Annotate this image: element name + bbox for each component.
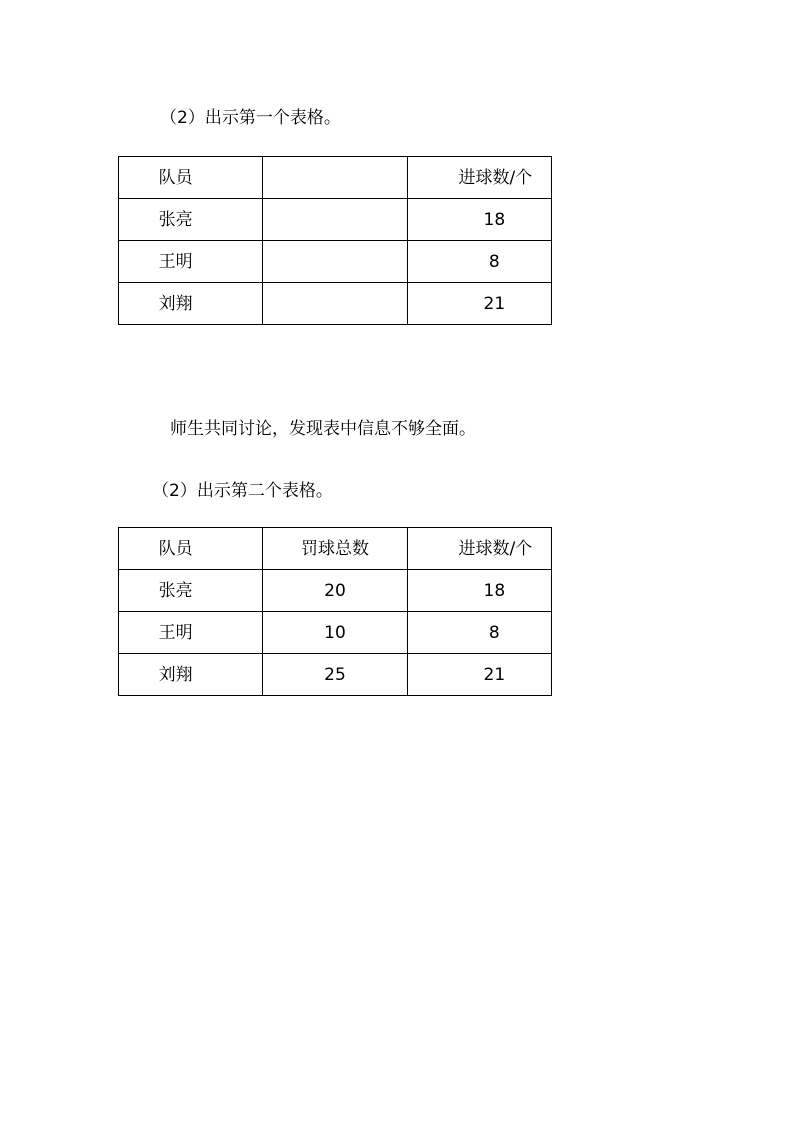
- goals-cell: 18: [407, 199, 551, 241]
- penalty-total-cell: 25: [263, 654, 407, 696]
- player-name-cell: 张亮: [119, 199, 263, 241]
- goals-cell: 21: [407, 654, 551, 696]
- header-player: 队员: [119, 528, 263, 570]
- goals-cell: 8: [407, 241, 551, 283]
- player-name-cell: 王明: [119, 612, 263, 654]
- discussion-paragraph: 师生共同讨论，发现表中信息不够全面。: [170, 419, 476, 439]
- penalty-total-cell: 20: [263, 570, 407, 612]
- table-row: [119, 283, 552, 325]
- empty-cell: [263, 199, 407, 241]
- table-row: [119, 241, 552, 283]
- table-row: [119, 654, 552, 696]
- header-empty-column: [263, 157, 407, 199]
- goals-cell: 18: [407, 570, 551, 612]
- table-row: [119, 199, 552, 241]
- player-name-cell: 刘翔: [119, 654, 263, 696]
- goals-cell: 8: [407, 612, 551, 654]
- player-name-cell: 刘翔: [119, 283, 263, 325]
- table-header-row: [119, 157, 552, 199]
- header-penalty-total: 罚球总数: [263, 528, 407, 570]
- section-1-heading: （2）出示第一个表格。: [160, 108, 341, 128]
- player-name-cell: 张亮: [119, 570, 263, 612]
- header-player: 队员: [119, 157, 263, 199]
- empty-cell: [263, 283, 407, 325]
- section-2-heading: （2）出示第二个表格。: [152, 481, 333, 501]
- table-row: [119, 570, 552, 612]
- empty-cell: [263, 241, 407, 283]
- table-header-row: [119, 528, 552, 570]
- goals-table-1: [118, 156, 552, 325]
- goals-table-2: [118, 527, 552, 696]
- penalty-total-cell: 10: [263, 612, 407, 654]
- player-name-cell: 王明: [119, 241, 263, 283]
- goals-cell: 21: [407, 283, 551, 325]
- header-goals: 进球数/个: [407, 157, 551, 199]
- header-goals: 进球数/个: [407, 528, 551, 570]
- table-row: [119, 612, 552, 654]
